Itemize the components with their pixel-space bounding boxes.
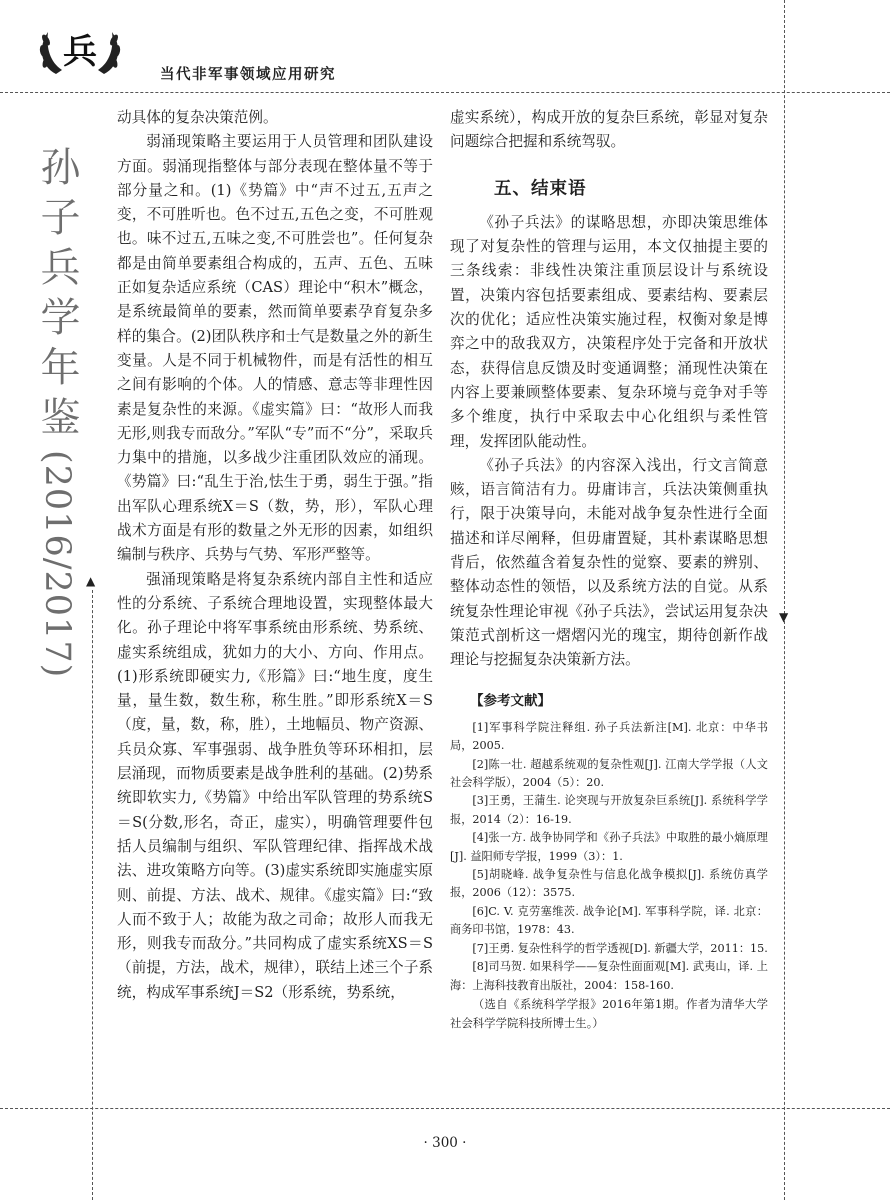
reference-item: [3]王勇，王蒲生. 论突现与开放复杂巨系统[J]. 系统科学学报，2014（2）：16-19.	[450, 794, 768, 826]
paragraph: 强涌现策略是将复杂系统内部自主性和适应性的分系统、子系统合理地设置，实现整体最大化。孙子理论中将军事系统由形系统、势系统、虚实系统组成，犹如力的大小、方向、作用点。(1)形系统即硬实力,《形篇》曰:“地生度，度生量，量生数，数生称，称生胜。”即形系统X＝S（度，量，数，称，胜），土地幅员、物产资源、兵员众寡、军事强弱、战争胜负等环环相扣，层层涌现，而物质要素是战争胜利的基础。(2)势系统即软实力,《势篇》中给出军队管理的势系统S＝S(分数,形名，奇正，虚实），明确管理要件包括人员编制与组织、军队管理纪律、指挥战术战法、进攻策略方向等。(3)虚实系统即实施虚实原则、前提、方法、战术、规律。《虚实篇》曰:“致人而不致于人；故能为敌之司命；故形人而我无形，则我专而敌分。”共同构成了虚实系统XS＝S（前提，方法，战术，规律），联结上述三个子系统，构成军事系统J＝S2（形系统，势系统，	[117, 570, 433, 1001]
right-column	[450, 106, 768, 1033]
reference-item: [8]司马贺. 如果科学——复杂性面面观[M]. 武夷山，译. 上海：上海科技教育出版社，2004：158-160.	[450, 960, 768, 992]
page-number: · 300 ·	[423, 1135, 467, 1151]
yearbook-logo	[32, 18, 128, 84]
left-margin-rule	[92, 590, 93, 1200]
paragraph: 弱涌现策略主要运用于人员管理和团队建设方面。弱涌现指整体与部分表现在整体量不等于部分量之和。(1)《势篇》中“声不过五,五声之变，不可胜听也。色不过五,五色之变，不可胜观也。味不过五,五味之变,不可胜尝也”。任何复杂都是由简单要素组合构成的，五声、五色、五味正如复杂适应系统（CAS）理论中“积木”概念，是系统最简单的要素，然而简单要素孕育复杂多样的集合。(2)团队秩序和士气是数量之外的新生变量。人是不同于机械物件，而是有活性的相互之间有影响的个体。人的情感、意志等非理性因素是复杂性的来源。《虚实篇》曰：“故形人而我无形,则我专而敌分。”军队“专”而不“分”，采取兵力集中的措施，以多战少注重团队效应的涌现。《势篇》曰:“乱生于治,怯生于勇，弱生于强。”指出军队心理系统X＝S（数，势，形），军队心理战术方面是有形的数量之外无形的因素，如组织编制与秩序、兵势与气势、军形严整等。	[117, 133, 433, 564]
paragraph-continuation: 虚实系统），构成开放的复杂巨系统，彰显对复杂问题综合把握和系统驾驭。	[450, 109, 768, 151]
down-arrow-icon: ▼	[779, 610, 789, 624]
side-book-title	[27, 146, 87, 678]
references-heading: 【参考文献】	[470, 692, 551, 709]
reference-item: [4]张一方. 战争协同学和《孙子兵法》中取胜的最小熵原理[J]. 益阳师专学报，1999（3）：1.	[450, 831, 768, 863]
header-rule	[0, 92, 890, 93]
reference-item: [1]军事科学院注释组. 孙子兵法新注[M]. 北京：中华书局，2005.	[450, 720, 768, 753]
section-heading: 五、结束语	[494, 178, 587, 199]
paragraph: 《孙子兵法》的内容深入浅出，行文言简意赅，语言简洁有力。毋庸讳言，兵法决策侧重执行，限于决策导向，未能对战争复杂性进行全面描述和详尽阐释，但毋庸置疑，其朴素谋略思想背后，依然蕴含着复杂性的觉察、要素的辨别、整体动态性的领悟，以及系统方法的自觉。从系统复杂性理论审视《孙子兵法》，尝试运用复杂决策范式剖析这一熠熠闪光的瑰宝，期待创新作战理论与挖掘复杂决策新方法。	[450, 456, 768, 669]
logo-glyph: 兵	[63, 32, 97, 72]
reference-item: [2]陈一壮. 超越系统观的复杂性观[J]. 江南大学学报（人文社会科学版），2004（5）：20.	[450, 757, 768, 790]
footer-rule	[0, 1108, 890, 1109]
up-arrow-icon: ▲	[86, 574, 96, 588]
reference-item: [7]王勇. 复杂性科学的哲学透视[D]. 新疆大学，2011：15.	[472, 941, 768, 955]
paragraph: 《孙子兵法》的谋略思想，亦即决策思维体现了对复杂性的管理与运用，本文仅抽提主要的三条线索：非线性决策注重顶层设计与系统设置，决策内容包括要素组成、要素结构、要素层次的优化；适应性决策实施过程，权衡对象是博弈之中的敌我双方，决策程序处于完备和开放状态，获得信息反馈及时变通调整；涌现性决策在内容上要兼顾整体要素、复杂环境与竞争对手等多个维度，执行中采取去中心化组织与柔性管理，发挥团队能动性。	[450, 213, 768, 450]
journal-title: 当代非军事领域应用研究	[160, 67, 336, 83]
book-title-text: 孙子兵学年鉴	[34, 146, 80, 446]
left-column	[117, 106, 433, 1005]
reference-item: [5]胡晓峰. 战争复杂性与信息化战争模拟[J]. 系统仿真学报，2006（12）：3575.	[450, 868, 768, 900]
right-margin-rule	[784, 0, 785, 1200]
source-note: （选自《系统科学学报》2016年第1期。作者为清华大学社会科学学院科技所博士生。）	[450, 996, 768, 1030]
book-year: (2016/2017)	[37, 450, 77, 679]
reference-item: [6]C. V. 克劳塞维茨. 战争论[M]. 军事科学院，译. 北京：商务印书馆，1978：43.	[450, 904, 768, 937]
paragraph: 动具体的复杂决策范例。	[117, 109, 278, 126]
